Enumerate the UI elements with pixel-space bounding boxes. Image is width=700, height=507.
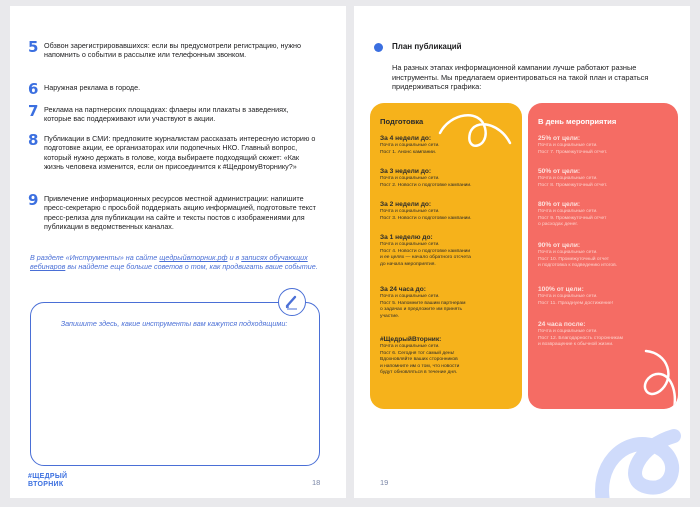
schedule-block bbox=[538, 242, 666, 270]
block-line: Пост 4. Новости о подготовке кампании bbox=[380, 248, 471, 254]
note-text: В разделе «Инструменты» на сайте bbox=[30, 253, 160, 262]
item-text: Реклама на партнерских площадках: флаеры или плакаты в заведениях, которые вас поддерживают или участвуют в акции. bbox=[44, 105, 289, 124]
block-line: Почта и социальные сети. bbox=[380, 242, 440, 247]
block-line: и подготовка к подведению итогов. bbox=[538, 263, 618, 269]
schedule-block bbox=[380, 286, 508, 320]
block-line: и напомните им о том, что новости bbox=[380, 363, 460, 369]
list-item bbox=[28, 104, 318, 124]
schedule-block bbox=[538, 135, 666, 156]
item-number: 7 bbox=[28, 102, 39, 120]
block-line: участие. bbox=[380, 313, 400, 319]
list-item bbox=[28, 193, 318, 232]
webinars-link[interactable]: записях обучающих вебинаров bbox=[30, 253, 308, 272]
logo-line: #ЩЕДРЫЙ bbox=[28, 473, 68, 480]
schedule-block bbox=[538, 321, 666, 349]
schedule-block bbox=[380, 201, 508, 222]
block-line: Пост 5. Напомните вашим партнерам bbox=[380, 300, 466, 306]
item-text: Привлечение информационных ресурсов местной администрации: напишите пресс-секретарю с просьбой поддержать акцию информацией, подготовьте текст пресс-релиза для публикации на сайте и тексты постов с изображениями для публикации в ведомственных каналах. bbox=[44, 194, 316, 232]
block-line: Пост 10. Промежуточный отчет bbox=[538, 256, 610, 262]
block-line: Пост 3. Новости о подготовке кампании. bbox=[380, 215, 472, 221]
event-day-column bbox=[528, 103, 678, 409]
block-title: 90% от цели: bbox=[538, 242, 581, 249]
block-line: и возвращение к обычной жизни. bbox=[538, 342, 614, 348]
brand-logo bbox=[28, 473, 88, 489]
list-item bbox=[28, 40, 318, 60]
block-title: За 4 недели до: bbox=[380, 135, 432, 142]
schedule-block bbox=[380, 234, 508, 268]
block-line: Пост 9. Промежуточный отчет bbox=[538, 215, 607, 221]
item-number: 6 bbox=[28, 80, 39, 98]
block-line: Почта и социальные сети. bbox=[538, 294, 598, 299]
bullet-icon bbox=[374, 43, 383, 52]
list-item bbox=[28, 133, 318, 172]
schedule-block bbox=[538, 168, 666, 189]
logo-line: ВТОРНИК bbox=[28, 481, 64, 488]
item-number: 8 bbox=[28, 131, 39, 149]
block-line: до начала мероприятия. bbox=[380, 261, 436, 267]
block-line: Почта и социальные сети. bbox=[538, 250, 598, 255]
pencil-icon bbox=[278, 288, 306, 316]
item-text: Наружная реклама в городе. bbox=[44, 83, 141, 92]
block-title: 25% от цели: bbox=[538, 135, 581, 142]
right-page bbox=[354, 6, 690, 498]
resources-note bbox=[30, 253, 320, 272]
block-line: Пост 8. Промежуточный отчет. bbox=[538, 182, 608, 188]
block-title: 50% от цели: bbox=[538, 168, 581, 175]
block-line: Пост 1. Анонс кампании. bbox=[380, 149, 437, 155]
page-number: 19 bbox=[380, 478, 389, 487]
block-title: 100% от цели: bbox=[538, 286, 584, 293]
item-text: Обзвон зарегистрировавшихся: если вы предусмотрели регистрацию, нужно напомнить о событии в рассылке или телефонным звонком. bbox=[44, 41, 301, 60]
left-page bbox=[10, 6, 346, 498]
item-number: 5 bbox=[28, 38, 39, 56]
block-line: Почта и социальные сети. bbox=[538, 176, 598, 181]
notes-prompt: Запишите здесь, какие инструменты вам кажутся подходящими: bbox=[60, 319, 288, 328]
preparation-column bbox=[370, 103, 522, 409]
block-line: Почта и социальные сети. bbox=[538, 209, 598, 214]
block-title: #ЩедрыйВторник: bbox=[380, 336, 442, 343]
item-text: Публикации в СМИ: предложите журналистам рассказать интересную историю о подготовке акции, ее организаторах или подопечных НКО. Главный вопрос, который нужно держать в голове, когда выбираете подходящий сюжет: «Как жизнь человека изменится, если он присоединится к #ЩедромуВторнику?» bbox=[44, 134, 316, 172]
note-text: и в bbox=[227, 253, 242, 262]
item-number: 9 bbox=[28, 191, 39, 209]
schedule-block bbox=[380, 336, 508, 377]
schedule-block bbox=[538, 201, 666, 229]
section-intro: На разных этапах информационной кампании лучше работают разные инструменты. Мы предлагаем ориентироваться на такой план и стараться придерживаться графика: bbox=[392, 63, 649, 92]
block-title: За 3 недели до: bbox=[380, 168, 432, 175]
block-line: Почта и социальные сети. bbox=[538, 329, 598, 334]
block-line: о задачах и предложите им принять bbox=[380, 307, 463, 313]
column-header: В день мероприятия bbox=[538, 117, 617, 126]
list-item bbox=[28, 82, 318, 96]
block-line: Пост 12. Благодарность сторонникам bbox=[538, 335, 624, 341]
block-title: За 2 недели до: bbox=[380, 201, 432, 208]
block-line: Пост 6. Сегодня тот самый день! bbox=[380, 350, 455, 356]
block-line: о расходах денег. bbox=[538, 222, 578, 228]
note-text: вы найдете еще больше советов о том, как продвигать ваше событие. bbox=[65, 262, 318, 272]
section-title: План публикаций bbox=[392, 42, 462, 51]
block-line: Почта и социальные сети. bbox=[380, 344, 440, 349]
site-link[interactable]: щедрыйвторник.рф bbox=[159, 253, 228, 262]
block-line: Почта и социальные сети. bbox=[380, 209, 440, 214]
block-title: За 24 часа до: bbox=[380, 286, 426, 293]
block-line: Почта и социальные сети. bbox=[380, 143, 440, 148]
block-line: Пост 11. Празднуем достижение! bbox=[538, 300, 613, 306]
block-line: Вдохновляйте ваших сторонников bbox=[380, 357, 458, 363]
block-line: Почта и социальные сети. bbox=[380, 176, 440, 181]
block-line: Почта и социальные сети. bbox=[380, 294, 440, 299]
page-number: 18 bbox=[312, 478, 321, 487]
block-line: Пост 7. Промежуточный отчет. bbox=[538, 149, 608, 155]
schedule-block bbox=[380, 168, 508, 189]
block-title: 24 часа после: bbox=[538, 321, 586, 328]
block-line: будут обновляться в течение дня. bbox=[380, 370, 458, 376]
block-title: За 1 неделю до: bbox=[380, 234, 433, 241]
schedule-block bbox=[538, 286, 666, 307]
block-line: и ее целях — начало обратного отсчета bbox=[380, 255, 471, 261]
column-header: Подготовка bbox=[380, 117, 424, 126]
block-line: Пост 2. Новости о подготовке кампании. bbox=[380, 182, 472, 188]
block-line: Почта и социальные сети. bbox=[538, 143, 598, 148]
schedule-block bbox=[380, 135, 508, 156]
swirl-decoration bbox=[584, 416, 690, 498]
block-title: 80% от цели: bbox=[538, 201, 581, 208]
